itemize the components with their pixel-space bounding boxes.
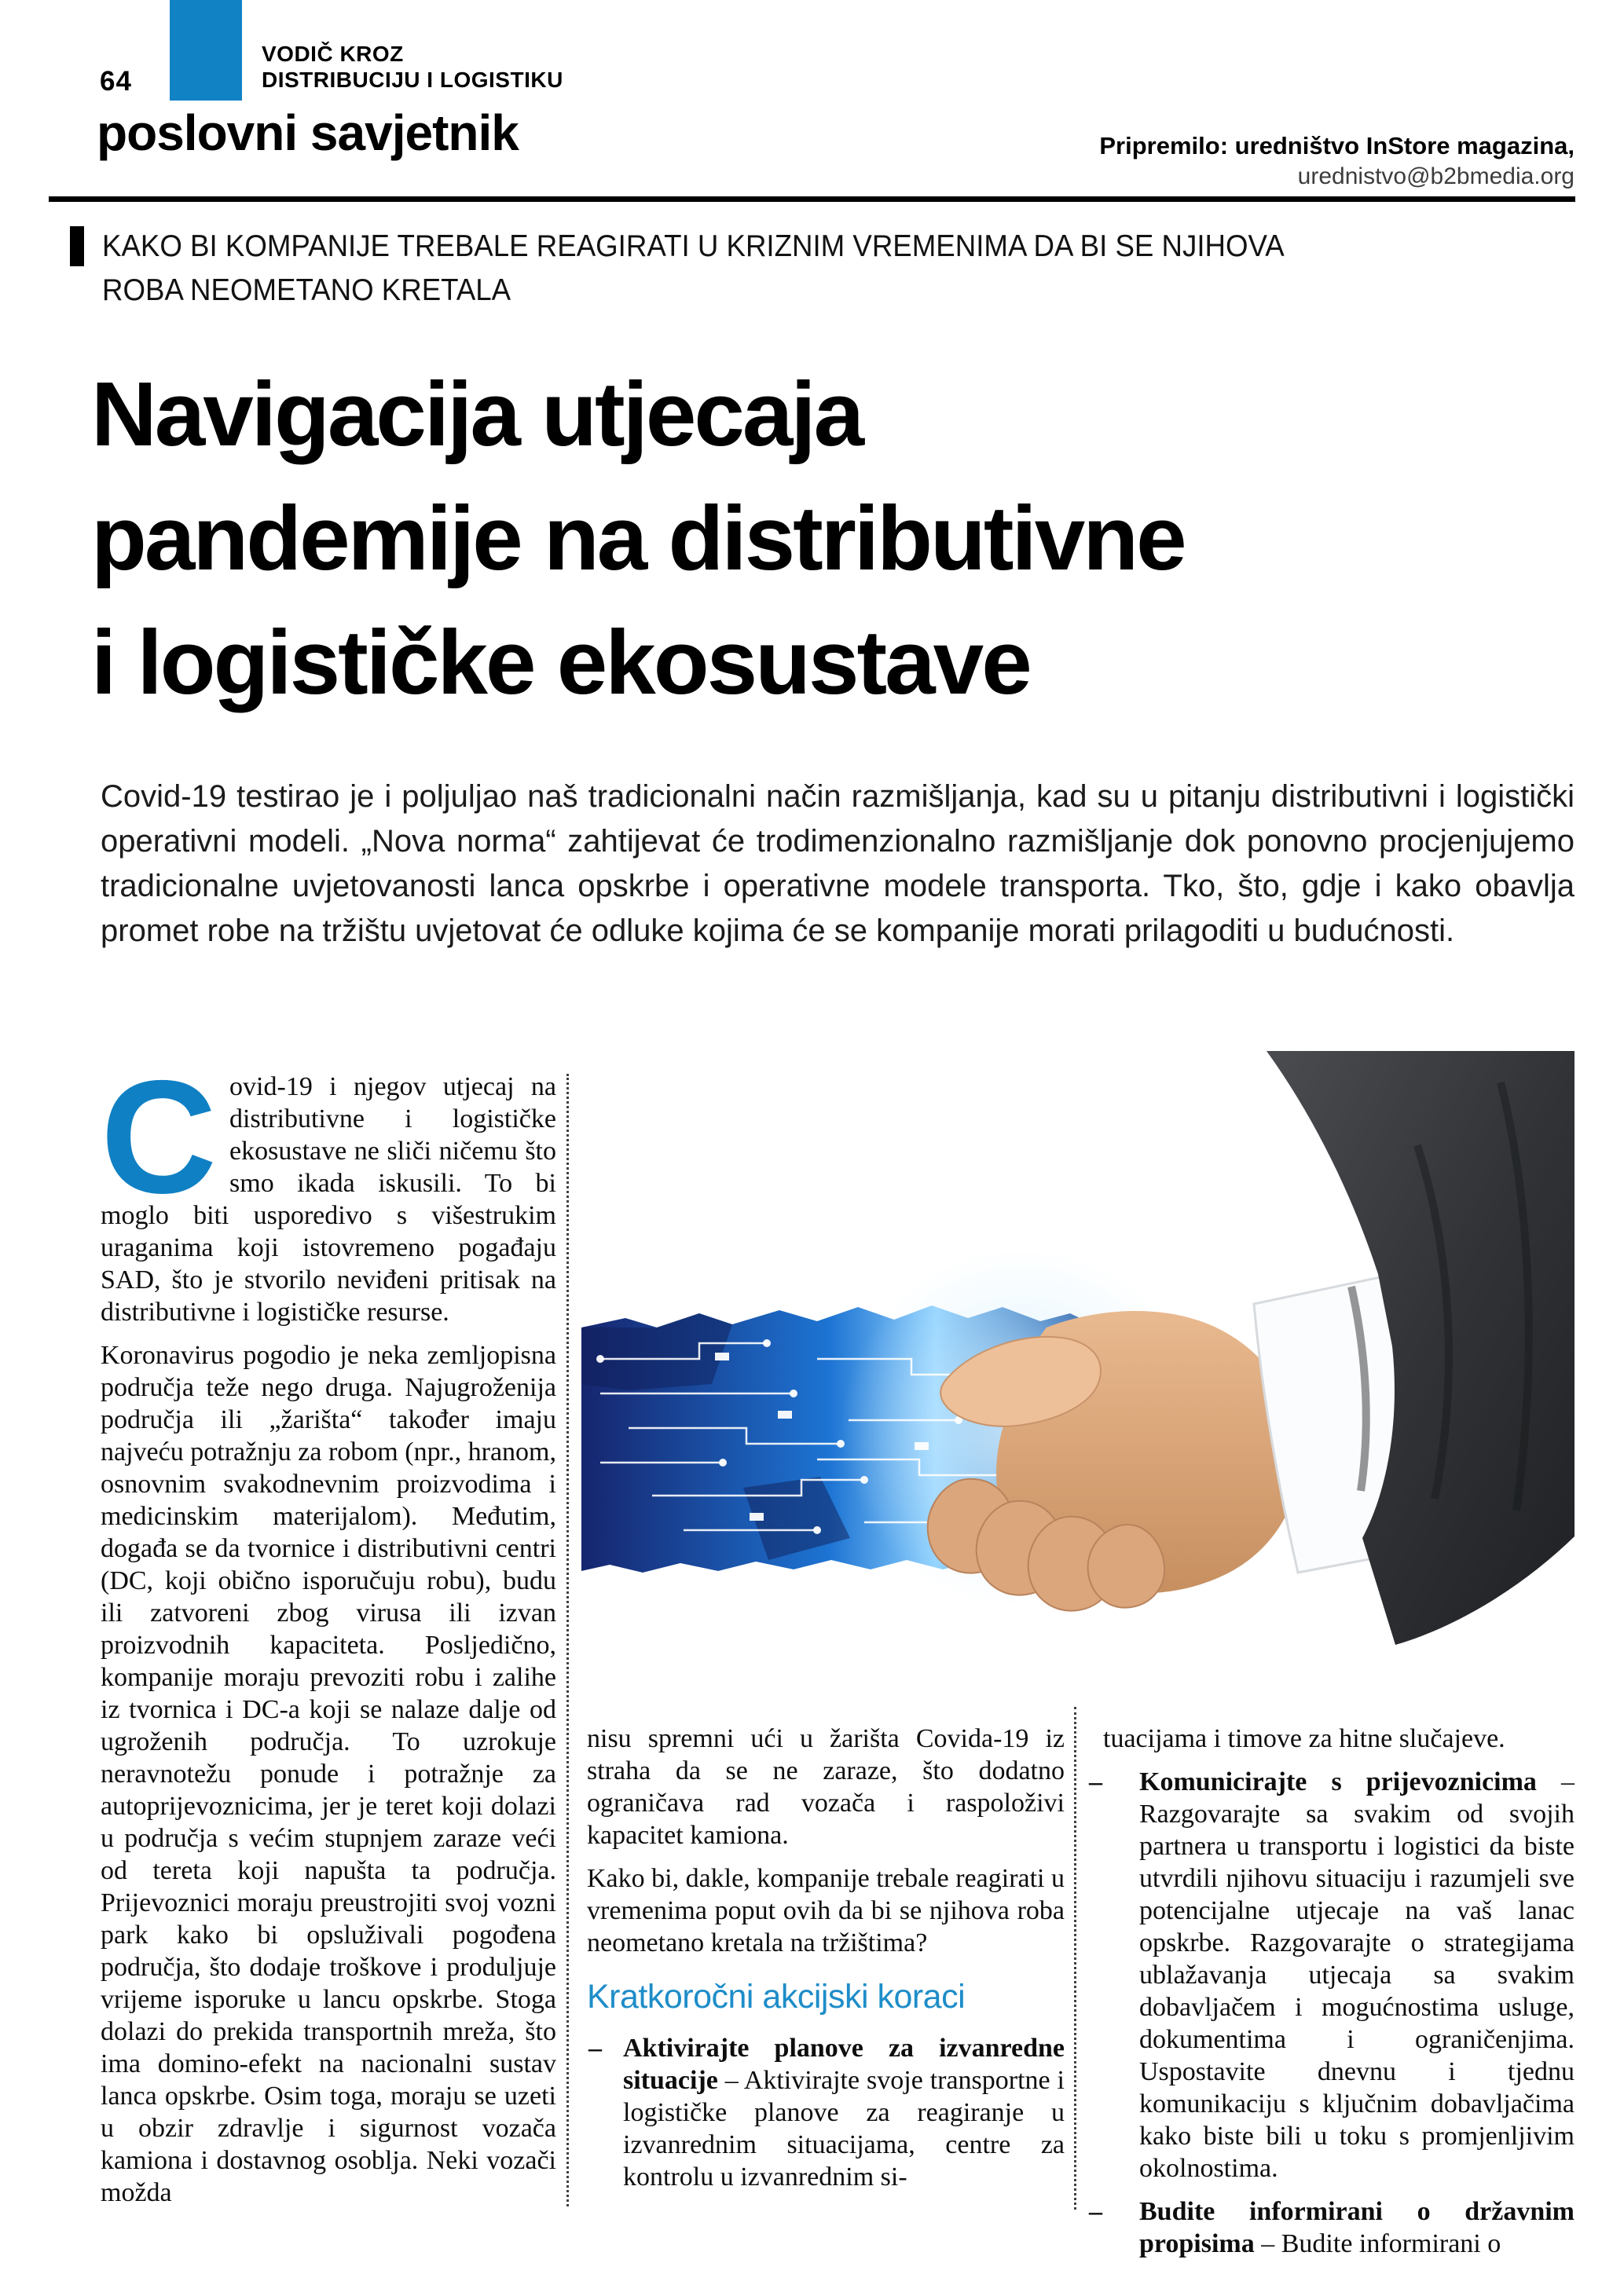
list-item (1089, 1766, 1575, 2184)
lead-paragraph: Covid-19 testirao je i poljuljao naš tradicionalni način razmišljanja, kad su u pitanju distributivni i logistički operativni modeli. „Nova norma“ zahtijevat će trodimenzionalno razmišljanje dok ponovno procjenjujemo tradicionalne uvjetovanosti lanca opskrbe i operativne modele transporta. Tko, što, gdje i kako obavlja promet robe na tržištu uvjetovat će odluke kojima će se kompanije morati prilagoditi u budućnosti. (101, 779, 1575, 948)
section-title: poslovni savjetnik (97, 104, 519, 161)
paragraph: Kako bi, dakle, kompanije trebale reagirati u vremenima poput ovih da bi se njihova roba neometano kretala na tržištima? (587, 1864, 1065, 1957)
article-title (91, 352, 1185, 724)
bullet-lead-in: Budite informirani o državnim propisima (1139, 2197, 1575, 2258)
article-title-line3: i logističke ekosustave (91, 611, 1030, 713)
paragraph (101, 1047, 556, 1328)
paragraph: nisu spremni ući u žarišta Covida-19 iz straha da se ne zaraze, što dodatno ograničava rad vozača i raspoloživi kapacitet kamiona. (587, 1724, 1065, 1850)
paragraph: tuacijama i timove za hitne slučajeve. (1103, 1724, 1505, 1753)
bullet-lead-in: Aktivirajte planove za izvanredne situacije (623, 2034, 1065, 2095)
bullet-lead-in: Komunicirajte s prijevoznicima (1139, 1767, 1537, 1796)
page-number: 64 (100, 66, 132, 97)
bullet-text: – Budite informirani o (1254, 2229, 1501, 2258)
article-title-line2: pandemije na distributivne (91, 487, 1185, 589)
subhead: Kratkoročni akcijski koraci (587, 1978, 966, 2016)
guide-title (262, 41, 563, 93)
article-column-2 (587, 1071, 1065, 2204)
list-item (587, 2032, 1065, 2193)
brand-block (170, 0, 242, 101)
column-separator-2 (1074, 1707, 1076, 2210)
bullet-dash: – (1089, 2197, 1102, 2226)
kicker-bar (70, 226, 84, 266)
bullet-dash: – (1089, 1767, 1102, 1796)
credit-email: urednistvo@b2bmedia.org (1297, 163, 1575, 189)
guide-title-line2: DISTRIBUCIJU I LOGISTIKU (262, 68, 563, 92)
bullet-dash: – (588, 2034, 602, 2063)
column-separator-1 (566, 1074, 569, 2206)
article-column-1 (101, 1047, 556, 2220)
drop-cap: C (101, 1047, 218, 1227)
paragraph-text: ovid-19 i njegov utjecaj na distributivne i logističke ekosustave ne sliči ničemu što smo ikada iskusili. To bi moglo biti usporedivo s višestrukim uraganima koji istovremeno pogađaju SAD, što je stvorilo neviđeni pritisak na distributivne i logističke resurse. (101, 1072, 556, 1327)
article-body (101, 1047, 1575, 2258)
masthead-rule (49, 196, 1575, 202)
bullet-text: – Aktivirajte svoje transportne i logističke planove za reagiranje u izvanrednim situacijama, centre za kontrolu u izvanrednim si- (623, 2066, 1065, 2192)
credit-block (1099, 132, 1575, 190)
bullet-text: – Razgovarajte sa svakim od svojih partnera u transportu i logistici da biste utvrdili njihovu situaciju i razumjeli sve potencijalne utjecaje na vaš lanac opskrbe. Razgovarajte o strategijama ublažavanja utjecaja sa svakim dobavljačem i mogućnostima usluge, dokumentima i ograničenjima. Uspostavite dnevnu i tjednu komunikaciju s ključnim dobavljačima kako biste bili u toku s promjenljivim okolnostima. (1139, 1767, 1575, 2183)
article-column-3 (1089, 1071, 1575, 2271)
paragraph: Koronavirus pogodio je neka zemljopisna područja teže nego druga. Najugroženija područja ili „žarišta“ također imaju najveću potražnju za robom (npr., hranom, osnovnim svakodnevnim proizvodima i medicinskim materijalom). Međutim, događa se da tvornice i distributivni centri (DC, koji obično isporučuju robu), budu ili zatvoreni zbog virusa ili izvan proizvodnih kapaciteta. Posljedično, kompanije moraju prevoziti robu i zalihe iz tvornica i DC-a koji se nalaze dalje od ugroženih područja. To uzrokuje neravnotežu ponude i potražnje za autoprijevoznicima, jer je teret koji dolazi u područja s većim stupnjem zaraze veći od tereta koji napušta ta područja. Prijevoznici moraju preustrojiti svoj vozni park kako bi opsluživali pogođena područja, što dodaje troškove i produljuje vrijeme isporuke u lancu opskrbe. Stoga dolazi do prekida transportnih mreža, što ima domino-efekt na nacionalni sustav lanca opskrbe. Osim toga, moraju se uzeti u obzir zdravlje i sigurnost vozača kamiona i dostavnog osoblja. Neki vozači možda (101, 1341, 556, 2207)
kicker-line2: ROBA NEOMETANO KRETALA (102, 273, 511, 307)
list-item (1089, 2195, 1575, 2260)
guide-title-line1: VODIČ KROZ (262, 42, 404, 66)
credit-line: Pripremilo: uredništvo InStore magazina, (1099, 132, 1575, 159)
article-title-line1: Navigacija utjecaja (91, 363, 863, 465)
kicker (102, 225, 1285, 313)
kicker-line1: KAKO BI KOMPANIJE TREBALE REAGIRATI U KRIZNIM VREMENIMA DA BI SE NJIHOVA (102, 229, 1285, 263)
